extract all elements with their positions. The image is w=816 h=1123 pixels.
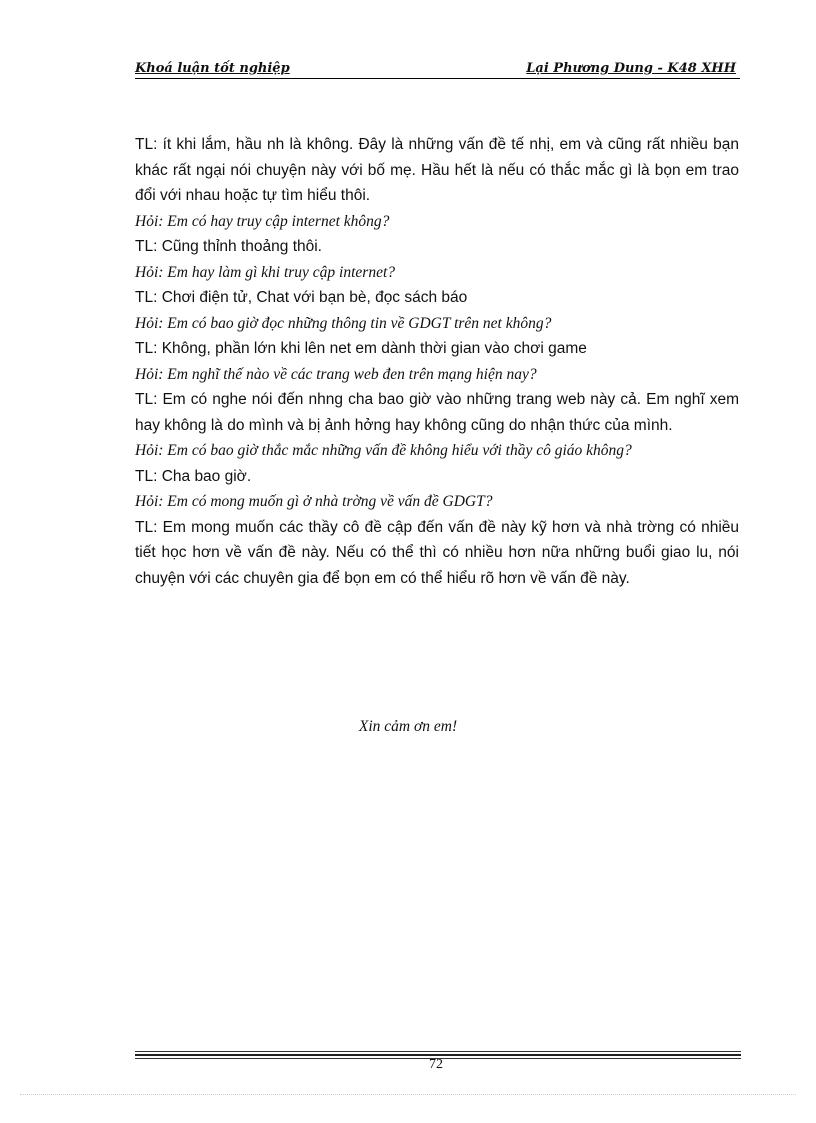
header-thesis-title: Khoá luận tốt nghiệp <box>135 61 290 76</box>
answer-paragraph: TL: Em có nghe nói đến nhng cha bao giờ vào những trang web này cả. Em nghĩ xem hay không là do mình và bị ảnh hởng hay không cũng do nhận thức của mình. <box>135 391 739 434</box>
footer-rule <box>135 1054 741 1056</box>
question-paragraph: Hỏi: Em có mong muốn gì ở nhà trờng về vấn đề GDGT? <box>135 493 493 510</box>
page-header <box>135 60 740 79</box>
answer-paragraph: TL: Không, phần lớn khi lên net em dành thời gian vào chơi game <box>135 340 587 357</box>
question-paragraph: Hỏi: Em có bao giờ thắc mắc những vấn đề không hiểu với thầy cô giáo không? <box>135 442 632 459</box>
question-paragraph: Hỏi: Em có bao giờ đọc những thông tin về GDGT trên net không? <box>135 314 552 332</box>
footer-rule <box>135 1051 741 1052</box>
answer-paragraph: TL: ít khi lắm, hầu nh là không. Đây là những vấn đề tế nhị, em và cũng rất nhiều bạn khác rất ngại nói chuyện này với bố mẹ. Hầu hết là nếu có thắc mắc gì là bọn em trao đổi với nhau hoặc tự tìm hiểu thôi. <box>135 136 739 204</box>
closing-thanks: Xin cảm ơn em! <box>358 718 458 735</box>
question-paragraph: Hỏi: Em nghĩ thế nào về các trang web đen trên mạng hiện nay? <box>135 365 537 383</box>
answer-paragraph: TL: Chơi điện tử, Chat với bạn bè, đọc sách báo <box>135 289 468 306</box>
page-number: 72 <box>429 1057 443 1072</box>
answer-paragraph: TL: Cha bao giờ. <box>135 467 252 485</box>
page-bottom-dotted-border <box>20 1094 796 1095</box>
answer-paragraph: TL: Em mong muốn các thầy cô đề cập đến vấn đề này kỹ hơn và nhà trờng có nhiều tiết học hơn về vấn đề này. Nếu có thể thì có nhiều hơn nữa những buổi giao lu, nói chuyện với các chuyên gia để bọn em có thể hiểu rõ hơn về vấn đề này. <box>135 518 739 587</box>
interview-transcript <box>135 132 739 591</box>
answer-paragraph: TL: Cũng thỉnh thoảng thôi. <box>135 238 322 255</box>
question-paragraph: Hỏi: Em hay làm gì khi truy cập internet? <box>135 263 396 281</box>
header-author: Lại Phương Dung - K48 XHH <box>526 61 736 76</box>
question-paragraph: Hỏi: Em có hay truy cập internet không? <box>135 212 390 230</box>
